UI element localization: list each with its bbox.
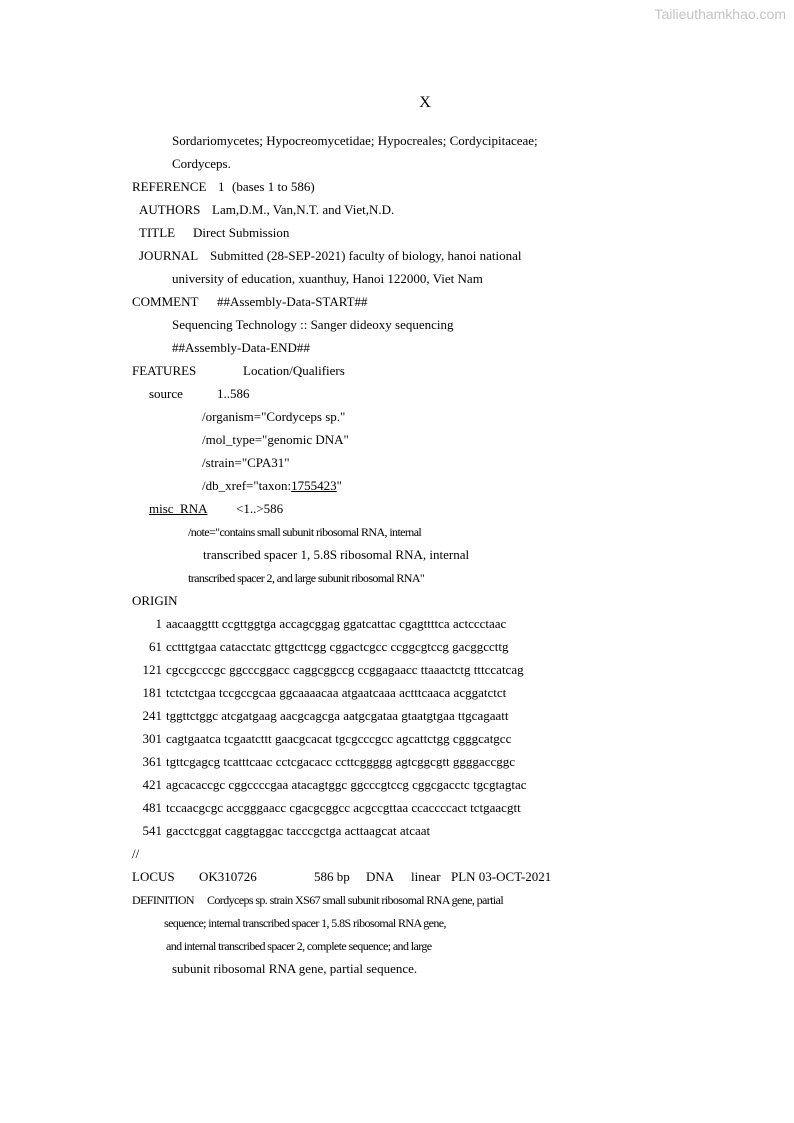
origin-position: 481 [142, 800, 162, 815]
origin-position: 181 [142, 685, 162, 700]
misc-rna-link[interactable]: misc_RNA [149, 501, 208, 516]
origin-sequence-row: agcacaccgc cggccccgaa atacagtggc ggcccgtccg cggcgacctc tgcgtagtac [166, 777, 527, 792]
origin-position: 421 [142, 777, 162, 792]
definition-line-3: and internal transcribed spacer 2, complete sequence; and large [166, 939, 432, 953]
origin-sequence-row: tggttctggc atcgatgaag aacgcagcga aatgcgataa gtaatgtgaa ttgcagaatt [166, 708, 509, 723]
origin-sequence-row: cctttgtgaa catacctatc gttgcttcgg cggactcgcc ccggcgtccg gacggccttg [166, 639, 509, 654]
strain-qualifier: /strain="CPA31" [202, 455, 290, 470]
origin-position: 121 [142, 662, 162, 677]
watermark-text: Tailieuthamkhao.com [654, 6, 786, 22]
misc-rna-location: <1..>586 [236, 501, 284, 516]
locus-division-date: PLN 03-OCT-2021 [451, 869, 552, 884]
definition-label: DEFINITION [132, 893, 194, 907]
origin-position: 361 [142, 754, 162, 769]
locus-label: LOCUS [132, 869, 175, 884]
origin-sequence-row: tctctctgaa tccgccgcaa ggcaaaacaa atgaatcaaa actttcaaca acggatctct [166, 685, 507, 700]
origin-position: 1 [155, 616, 162, 631]
note-line-1: /note="contains small subunit ribosomal RNA, internal [188, 525, 422, 539]
origin-sequence-row: gacctcggat caggtaggac tacccgctga acttaagcat atcaat [166, 823, 431, 838]
source-location: 1..586 [217, 386, 250, 401]
authors-label: AUTHORS [139, 202, 201, 217]
reference-number: 1 [218, 179, 225, 194]
origin-sequence-row: cagtgaatca tcgaatcttt gaacgcacat tgcgcccgcc agcattctgg cgggcatgcc [166, 731, 512, 746]
db-xref-qualifier [202, 478, 342, 494]
definition-line-4: subunit ribosomal RNA gene, partial sequence. [172, 961, 418, 976]
source-key: source [149, 386, 183, 401]
origin-position: 241 [142, 708, 162, 723]
definition-line-1: Cordyceps sp. strain XS67 small subunit ribosomal RNA gene, partial [207, 893, 504, 907]
comment-start: ##Assembly-Data-START## [217, 294, 368, 309]
lineage-line-1: Sordariomycetes; Hypocreomycetidae; Hypocreales; Cordycipitaceae; [172, 133, 538, 148]
origin-sequence-row: cgccgcccgc ggcccggacc caggcggccg ccggagaacc ttaaactctg tttccatcag [166, 662, 524, 677]
origin-position: 61 [149, 639, 162, 654]
origin-position: 301 [142, 731, 162, 746]
db-xref-prefix: /db_xref="taxon: [202, 478, 292, 493]
comment-technology: Sequencing Technology :: Sanger dideoxy sequencing [172, 317, 454, 332]
origin-sequence-row: tccaacgcgc accgggaacc cgacgcggcc acgccgttaa ccaccccact tctgaacgtt [166, 800, 521, 815]
mol-type-qualifier: /mol_type="genomic DNA" [202, 432, 349, 447]
journal-line-1: Submitted (28-SEP-2021) faculty of biology, hanoi national [210, 248, 522, 263]
reference-label: REFERENCE [132, 179, 207, 194]
comment-end: ##Assembly-Data-END## [172, 340, 310, 355]
note-line-2: transcribed spacer 1, 5.8S ribosomal RNA, internal [203, 547, 470, 562]
lineage-line-2: Cordyceps. [172, 156, 231, 171]
record-terminator: // [132, 846, 140, 861]
definition-line-2: sequence; internal transcribed spacer 1, 5.8S ribosomal RNA gene, [164, 916, 446, 930]
locus-type: DNA [366, 869, 395, 884]
origin-position: 541 [142, 823, 162, 838]
origin-sequence-row: tgttcgagcg tcatttcaac cctcgacacc ccttcggggg agtcggcgtt ggggaccggc [166, 754, 515, 769]
comment-label: COMMENT [132, 294, 199, 309]
title-label: TITLE [139, 225, 176, 240]
locus-length: 586 bp [314, 869, 350, 884]
qualifiers-label: Location/Qualifiers [243, 363, 345, 378]
reference-bases: (bases 1 to 586) [232, 179, 315, 194]
title-value: Direct Submission [193, 225, 290, 240]
page-number: X [419, 94, 431, 111]
origin-label: ORIGIN [132, 593, 178, 608]
db-xref-suffix: " [336, 478, 342, 493]
journal-label: JOURNAL [139, 248, 199, 263]
taxon-link[interactable]: 1755423 [291, 478, 337, 493]
note-line-3: transcribed spacer 2, and large subunit ribosomal RNA" [188, 571, 425, 585]
locus-name: OK310726 [199, 869, 257, 884]
origin-sequence-row: aacaaggttt ccgttggtga accagcggag ggatcattac cgagttttca actccctaac [166, 616, 507, 631]
features-label: FEATURES [132, 363, 197, 378]
journal-line-2: university of education, xuanthuy, Hanoi 122000, Viet Nam [172, 271, 483, 286]
authors-value: Lam,D.M., Van,N.T. and Viet,N.D. [212, 202, 395, 217]
locus-topology: linear [411, 869, 441, 884]
organism-qualifier: /organism="Cordyceps sp." [202, 409, 346, 424]
